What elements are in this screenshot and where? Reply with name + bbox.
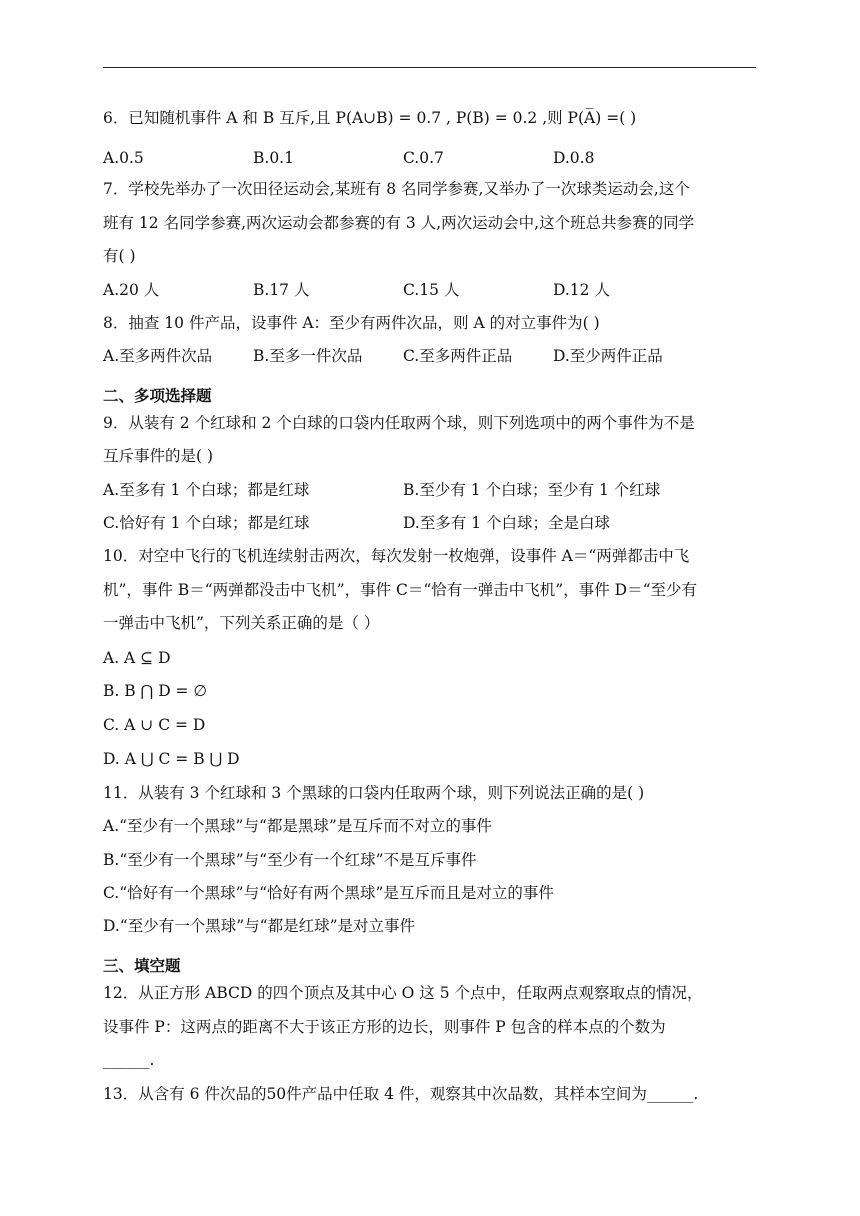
- question-7-line-1: 7．学校先举办了一次田径运动会,某班有 8 名同学参赛,又举办了一次球类运动会,这个: [103, 180, 690, 198]
- q8-option-d: D.至少两件正品: [553, 347, 663, 365]
- section-heading-fill-blank: 三、填空题: [103, 957, 181, 975]
- q7-option-b: B.17 人: [253, 281, 310, 299]
- q6-option-c: C.0.7: [403, 149, 444, 167]
- question-8-stem: 8．抽查 10 件产品，设事件 A：至少有两件次品，则 A 的对立事件为( ): [103, 314, 600, 332]
- question-6-stem: 6．已知随机事件 A 和 B 互斥,且 P(A∪B) = 0.7 , P(B) = 0.2 ,则 P(A̅) =( ): [103, 109, 637, 127]
- q9-option-b: B.至少有 1 个白球；至少有 1 个红球: [403, 481, 661, 499]
- q6-option-a: A.0.5: [103, 149, 144, 167]
- q11-option-c: C.“恰好有一个黑球”与“恰好有两个黑球”是互斥而且是对立的事件: [103, 884, 554, 902]
- q8-option-a: A.至多两件次品: [103, 347, 213, 365]
- question-12-line-2: 设事件 P：这两点的距离不大于该正方形的边长，则事件 P 包含的样本点的个数为: [103, 1018, 666, 1036]
- q10-option-c: C. A ∪ C = D: [103, 716, 206, 734]
- question-10-line-3: 一弹击中飞机”，下列关系正确的是（ ）: [103, 614, 380, 632]
- question-9-line-1: 9．从装有 2 个红球和 2 个白球的口袋内任取两个球，则下列选项中的两个事件为不是: [103, 414, 695, 432]
- q9-option-c: C.恰好有 1 个白球；都是红球: [103, 514, 310, 532]
- q8-option-b: B.至多一件次品: [253, 347, 363, 365]
- q6-option-b: B.0.1: [253, 149, 294, 167]
- question-10-line-1: 10．对空中飞行的飞机连续射击两次，每次发射一枚炮弹，设事件 A＝“两弹都击中飞: [103, 547, 690, 565]
- q10-option-d: D. A ⋃ C = B ⋃ D: [103, 750, 240, 768]
- question-7-line-3: 有( ): [103, 247, 136, 265]
- q9-option-d: D.至多有 1 个白球；全是白球: [403, 514, 611, 532]
- question-12-line-3: ______.: [103, 1051, 155, 1069]
- q6-option-d: D.0.8: [553, 149, 595, 167]
- q7-option-a: A.20 人: [103, 281, 160, 299]
- question-12-line-1: 12．从正方形 ABCD 的四个顶点及其中心 O 这 5 个点中，任取两点观察取点的情况，: [103, 984, 703, 1002]
- question-13-stem: 13．从含有 6 件次品的50件产品中任取 4 件，观察其中次品数，其样本空间为______.: [103, 1085, 699, 1103]
- header-rule: [103, 67, 756, 68]
- question-11-stem: 11．从装有 3 个红球和 3 个黑球的口袋内任取两个球，则下列说法正确的是( ): [103, 784, 645, 802]
- q11-option-d: D.“至少有一个黑球”与“都是红球”是对立事件: [103, 917, 415, 935]
- q8-option-c: C.至多两件正品: [403, 347, 513, 365]
- question-9-line-2: 互斥事件的是( ): [103, 447, 214, 465]
- q7-option-c: C.15 人: [403, 281, 460, 299]
- section-heading-multiple-choice: 二、多项选择题: [103, 387, 212, 405]
- q9-option-a: A.至多有 1 个白球；都是红球: [103, 481, 310, 499]
- q10-option-a: A. A ⊆ D: [103, 649, 171, 667]
- q7-option-d: D.12 人: [553, 281, 610, 299]
- question-10-line-2: 机”，事件 B＝“两弹都没击中飞机”，事件 C＝“恰有一弹击中飞机”，事件 D＝“至少有: [103, 581, 698, 599]
- question-7-line-2: 班有 12 名同学参赛,两次运动会都参赛的有 3 人,两次运动会中,这个班总共参赛的同学: [103, 214, 695, 232]
- q11-option-b: B.“至少有一个黑球”与“至少有一个红球”不是互斥事件: [103, 851, 477, 869]
- q11-option-a: A.“至少有一个黑球”与“都是黑球”是互斥而不对立的事件: [103, 817, 492, 835]
- q10-option-b: B. B ⋂ D = ∅: [103, 682, 207, 700]
